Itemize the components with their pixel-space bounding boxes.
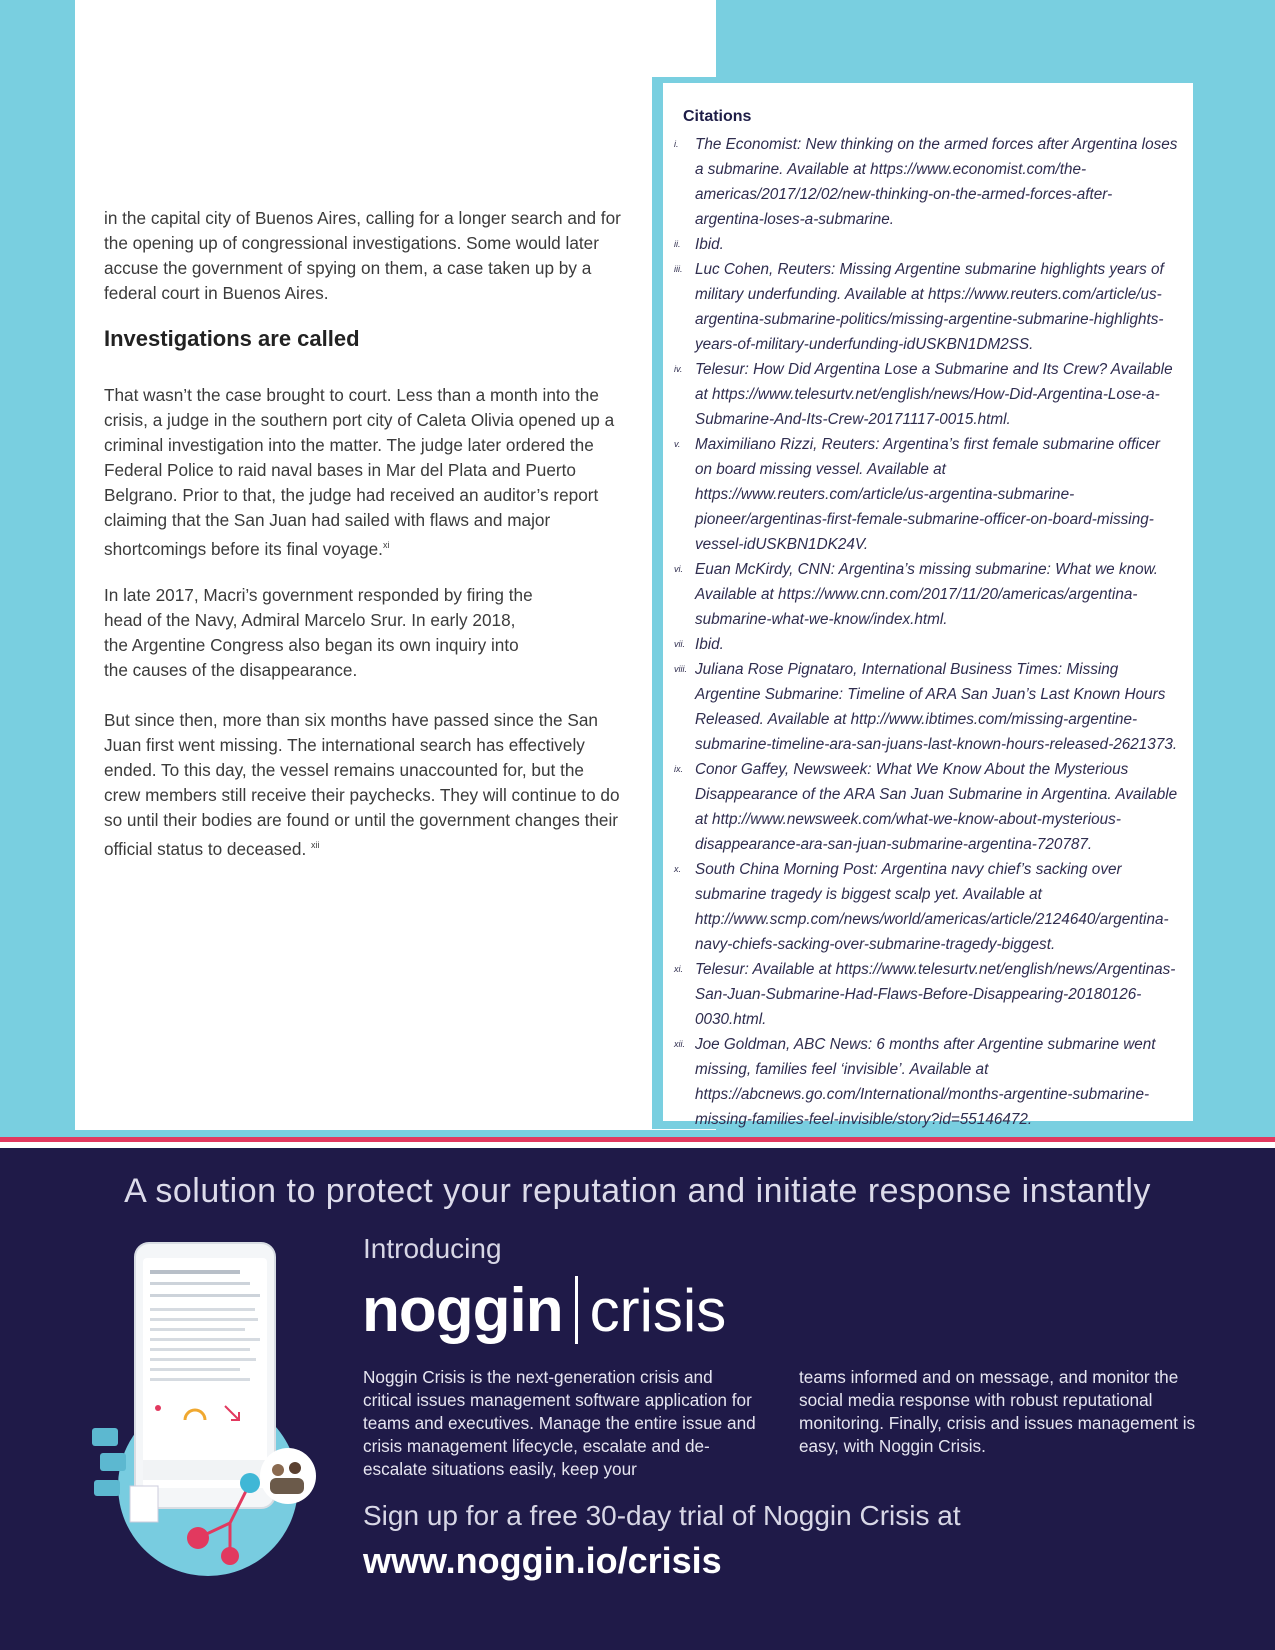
citation-item [674,857,1180,957]
citation-item [674,357,1180,432]
citation-item [674,657,1180,757]
citation-item [674,1032,1180,1132]
screen-text-line [150,1368,240,1371]
citations-title: Citations [683,108,752,125]
citation-number: iv. [674,364,683,374]
citation-text[interactable]: The Economist: New thinking on the armed forces after Argentina loses a submarine. Available at https://www.economist.com/the-americas/2017/12/02/new-thinking-on-the-armed-forces-after-argentina-loses-a-submarine. [695,136,1178,228]
citation-text[interactable]: Joe Goldman, ABC News: 6 months after Argentine submarine went missing, families feel ‘invisible’. Available at https://abcnews.go.com/International/months-argentine-submarine-missing-families-feel-invisible/story?id=55146472. [695,1036,1156,1128]
citations-list [674,132,1180,1132]
network-node [221,1547,239,1565]
logo-noggin-word: noggin [362,1275,563,1345]
citation-item [674,557,1180,632]
ad-intro: Introducing [363,1233,502,1264]
citation-number: xii. [674,1039,685,1049]
screen-text-line [150,1378,250,1381]
citation-number: ii. [674,239,681,249]
citation-number: i. [674,139,679,149]
citation-text[interactable]: Telesur: Available at https://www.telesurtv.net/english/news/Argentinas-San-Juan-Submarine-Had-Flaws-Before-Disappearing-20180126-0030.html. [695,961,1176,1028]
phone-screen [143,1258,267,1488]
citation-number: v. [674,439,681,449]
screen-text-line [150,1270,240,1274]
citation-item [674,257,1180,357]
avatar-body [270,1478,304,1494]
screen-text-line [150,1348,250,1351]
network-node [187,1527,209,1549]
article-paragraph-4: But since then, more than six months have passed since the San Juan first went missing. The international search has effectively ended. To this day, the vessel remains unaccounted for, but the crew members still receive their paychecks. They will continue to do so until their bodies are found or until the government changes their official status to deceased. $^{xii}$ [104,710,620,859]
citation-item [674,757,1180,857]
chat-bubble-icon [92,1428,118,1446]
citation-number: viii. [674,664,687,674]
ad-description-left: Noggin Crisis is the next-generation crisis and critical issues management software application for teams and executives. Manage the entire issue and crisis management lifecycle, escalate and de-escalate situations easily, keep your [363,1367,756,1479]
screen-text-line [150,1294,260,1297]
citation-item [674,132,1180,232]
citation-text[interactable]: Maximiliano Rizzi, Reuters: Argentina’s first female submarine officer on board missing vessel. Available at https://www.reuters.com/article/us-argentina-submarine-pioneer/argentinas-first-female-submarine-officer-on-board-missing-vessel-idUSKBN1DK24V. [695,436,1161,553]
citation-number: vii. [674,639,685,649]
ad-cta: Sign up for a free 30-day trial of Noggin Crisis at [363,1500,961,1531]
citation-number: vi. [674,564,683,574]
article-paragraph-1: in the capital city of Buenos Aires, calling for a longer search and for the opening up of congressional investigations. Some would later accuse the government of spying on them, a case taken up by a federal court in Buenos Aires. [104,208,621,303]
star-badge-icon [240,1473,260,1493]
citation-text[interactable]: Luc Cohen, Reuters: Missing Argentine submarine highlights years of military underfunding. Available at https://www.reuters.com/article/us-argentina-submarine-politics/missing-argentine-submarine-highlights-years-of-military-underfunding-idUSKBN1DM2SS. [695,261,1164,353]
footnote-ref[interactable]: xii [311,840,320,850]
citation-text[interactable]: Juliana Rose Pignataro, International Business Times: Missing Argentine Submarine: Timeline of ARA San Juan’s Last Known Hours Released. Available at http://www.ibtimes.com/missing-argentine-submarine-timeline-ara-san-juans-last-known-hours-released-2621373. [695,661,1178,753]
citation-item [674,632,1180,657]
citation-text[interactable]: Conor Gaffey, Newsweek: What We Know About the Mysterious Disappearance of the ARA San Juan Submarine in Argentina. Available at http://www.newsweek.com/what-we-know-about-mysterious-disappearance-ara-san-juan-submarine-argentina-720787. [695,761,1178,853]
ad-headline: A solution to protect your reputation and initiate response instantly [124,1172,1151,1210]
citation-number: iii. [674,264,683,274]
citation-text[interactable]: Telesur: How Did Argentina Lose a Submarine and Its Crew? Available at https://www.telesurtv.net/english/news/How-Did-Argentina-Lose-a-Submarine-And-Its-Crew-20171117-0015.html. [695,361,1173,428]
footnote-ref[interactable]: xi [382,540,390,550]
citation-item [674,232,1180,257]
citation-number: xi. [674,964,683,974]
article-page [75,0,716,1130]
citation-number: x. [674,864,682,874]
ad-description-right: teams informed and on message, and monitor the social media response with robust reputational monitoring. Finally, crisis and issues management is easy, with Noggin Crisis. [799,1367,1196,1456]
screen-text-line [150,1358,256,1361]
citation-text[interactable]: Euan McKirdy, CNN: Argentina’s missing submarine: What we know. Available at https://www.cnn.com/2017/11/20/americas/argentina-submarine-what-we-know/index.html. [695,561,1159,628]
citation-text[interactable]: South China Morning Post: Argentina navy chief’s sacking over submarine tragedy is biggest scalp yet. Available at http://www.scmp.com/news/world/americas/article/2124640/argentina-navy-chiefs-sacking-over-submarine-tragedy-biggest. [695,861,1169,953]
section-heading: Investigations are called [104,326,360,351]
logo-crisis-word: crisis [589,1276,727,1344]
avatar-head [272,1464,284,1476]
ad-url-link[interactable]: www.noggin.io/crisis [363,1540,722,1581]
people-avatar-icon [260,1448,316,1504]
article-paragraph-2: That wasn’t the case brought to court. Less than a month into the crisis, a judge in the southern port city of Caleta Olivia opened up a criminal investigation into the matter. The judge later ordered the Federal Police to raid naval bases in Mar del Plata and Puerto Belgrano. Prior to that, the judge had received an auditor’s report claiming that the San Juan had sailed with flaws and major shortcomings before its final voyage.$^{xi}$ [104,385,615,559]
citation-number: ix. [674,764,683,774]
avatar-head [289,1462,301,1474]
screen-text-line [150,1308,255,1311]
chat-bubble-icon [94,1480,120,1496]
citation-item [674,432,1180,557]
screen-text-line [150,1338,260,1341]
citation-text: Ibid. [695,636,724,653]
screen-text-line [150,1318,258,1321]
logo-divider [575,1276,578,1344]
document-icon [130,1486,158,1522]
citation-text: Ibid. [695,236,724,253]
citation-item [674,957,1180,1032]
status-dot-icon [155,1405,161,1411]
screen-text-line [150,1328,245,1331]
screen-text-line [150,1282,250,1285]
noggin-crisis-logo [362,1270,726,1350]
article-paragraph-3: In late 2017, Macri’s government responded by firing the head of the Navy, Admiral Marcelo Srur. In early 2018, the Argentine Congress also began its own inquiry into the causes of the disappearance. [104,585,533,680]
chat-bubble-icon [100,1453,126,1471]
phone-app-illustration [90,1238,330,1583]
